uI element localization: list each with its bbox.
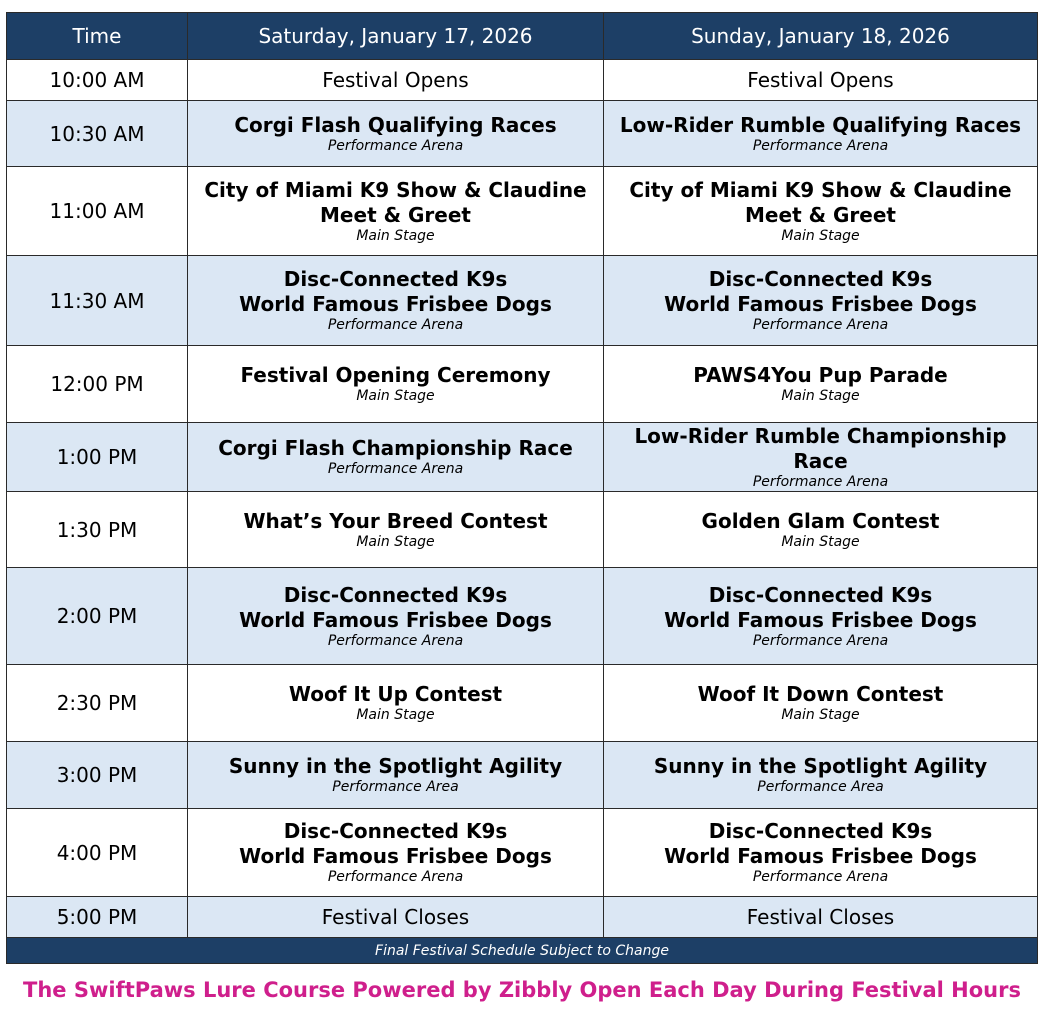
time-cell: 10:30 AM: [7, 101, 188, 167]
time-cell: 2:30 PM: [7, 665, 188, 742]
time-cell: 3:00 PM: [7, 742, 188, 809]
schedule-row: [7, 60, 1038, 101]
event-title: Disc-Connected K9s: [708, 819, 933, 843]
schedule-table: [6, 12, 1038, 964]
event-title: Low-Rider Rumble Championship Race: [634, 423, 1007, 473]
schedule-body: [7, 60, 1038, 938]
saturday-event-cell: [188, 256, 604, 346]
event-location: Performance Arena: [327, 869, 464, 885]
schedule-row: [7, 897, 1038, 938]
time-cell: 5:00 PM: [7, 897, 188, 938]
saturday-event-cell: [188, 809, 604, 897]
event-location: Main Stage: [356, 707, 435, 723]
time-cell: 10:00 AM: [7, 60, 188, 101]
event-location: Performance Area: [757, 779, 884, 795]
event-title: Festival Opening Ceremony: [240, 363, 551, 387]
event-title: Woof It Up Contest: [288, 682, 503, 706]
event-title: Golden Glam Contest: [701, 508, 940, 533]
event-title: Disc-Connected K9s: [708, 267, 933, 291]
event-title: What’s Your Breed Contest: [243, 508, 548, 533]
event-title: World Famous Frisbee Dogs: [239, 292, 552, 316]
saturday-event-cell: [188, 167, 604, 256]
event-location: Performance Arena: [327, 137, 464, 154]
event-location: Performance Arena: [327, 632, 464, 649]
schedule-row: [7, 256, 1038, 346]
event-title: Corgi Flash Qualifying Races: [234, 112, 557, 137]
event-title: Meet & Greet: [745, 202, 896, 227]
event-title: World Famous Frisbee Dogs: [664, 844, 977, 868]
event-title: PAWS4You Pup Parade: [693, 363, 948, 387]
schedule-row: [7, 167, 1038, 256]
event-title: Festival Opens: [747, 67, 894, 92]
saturday-event-cell: [188, 492, 604, 568]
schedule-row: [7, 568, 1038, 665]
event-title: World Famous Frisbee Dogs: [239, 607, 552, 632]
schedule-row: [7, 665, 1038, 742]
event-title: Disc-Connected K9s: [708, 582, 933, 607]
event-location: Performance Arena: [752, 869, 889, 885]
event-location: Performance Arena: [752, 632, 889, 649]
event-location: Performance Arena: [752, 137, 889, 154]
event-location: Main Stage: [781, 533, 860, 550]
sunday-event-cell: [604, 167, 1038, 256]
time-cell: 1:30 PM: [7, 492, 188, 568]
saturday-event-cell: [188, 60, 604, 101]
footer-row: [7, 938, 1038, 964]
schedule-row: [7, 492, 1038, 568]
event-location: Main Stage: [356, 533, 435, 550]
event-title: Meet & Greet: [320, 202, 471, 227]
header-time: Time: [7, 13, 188, 60]
sunday-event-cell: [604, 101, 1038, 167]
time-cell: 4:00 PM: [7, 809, 188, 897]
event-location: Main Stage: [781, 707, 860, 723]
event-location: Main Stage: [356, 388, 435, 404]
event-title: Festival Opens: [322, 67, 469, 92]
sunday-event-cell: [604, 492, 1038, 568]
event-title: Disc-Connected K9s: [283, 582, 508, 607]
sunday-event-cell: [604, 60, 1038, 101]
sunday-event-cell: [604, 742, 1038, 809]
saturday-event-cell: [188, 568, 604, 665]
event-title: Festival Closes: [321, 904, 470, 929]
footer-note: Final Festival Schedule Subject to Change: [7, 938, 1038, 964]
sunday-event-cell: [604, 665, 1038, 742]
sunday-event-cell: [604, 256, 1038, 346]
saturday-event-cell: [188, 346, 604, 423]
schedule-row: [7, 423, 1038, 492]
sunday-event-cell: [604, 346, 1038, 423]
event-title: Corgi Flash Championship Race: [218, 436, 573, 460]
event-title: Woof It Down Contest: [697, 682, 944, 706]
event-title: World Famous Frisbee Dogs: [239, 844, 552, 868]
header-sunday: Sunday, January 18, 2026: [604, 13, 1038, 60]
event-location: Performance Arena: [752, 473, 889, 490]
event-title: Low-Rider Rumble Qualifying Races: [619, 112, 1022, 137]
schedule-row: [7, 742, 1038, 809]
saturday-event-cell: [188, 101, 604, 167]
event-location: Performance Arena: [752, 317, 889, 333]
event-location: Main Stage: [781, 227, 860, 244]
event-title: Festival Closes: [746, 904, 895, 929]
event-location: Performance Arena: [327, 461, 464, 477]
event-title: Disc-Connected K9s: [283, 819, 508, 843]
event-title: City of Miami K9 Show & Claudine: [629, 177, 1012, 202]
saturday-event-cell: [188, 742, 604, 809]
event-title: World Famous Frisbee Dogs: [664, 292, 977, 316]
saturday-event-cell: [188, 665, 604, 742]
event-title: World Famous Frisbee Dogs: [664, 607, 977, 632]
lure-course-banner: The SwiftPaws Lure Course Powered by Zibbly Open Each Day During Festival Hours: [23, 978, 1021, 1002]
event-title: Sunny in the Spotlight Agility: [653, 754, 988, 778]
sunday-event-cell: [604, 423, 1038, 492]
event-title: Sunny in the Spotlight Agility: [228, 754, 563, 778]
schedule-row: [7, 809, 1038, 897]
header-row: [7, 13, 1038, 60]
schedule-row: [7, 101, 1038, 167]
event-title: City of Miami K9 Show & Claudine: [204, 177, 587, 202]
event-location: Performance Arena: [327, 317, 464, 333]
time-cell: 1:00 PM: [7, 423, 188, 492]
saturday-event-cell: [188, 897, 604, 938]
event-location: Performance Area: [332, 779, 459, 795]
time-cell: 2:00 PM: [7, 568, 188, 665]
sunday-event-cell: [604, 809, 1038, 897]
saturday-event-cell: [188, 423, 604, 492]
header-saturday: Saturday, January 17, 2026: [188, 13, 604, 60]
event-location: Main Stage: [781, 388, 860, 404]
event-title: Disc-Connected K9s: [283, 267, 508, 291]
schedule-row: [7, 346, 1038, 423]
time-cell: 11:00 AM: [7, 167, 188, 256]
time-cell: 11:30 AM: [7, 256, 188, 346]
time-cell: 12:00 PM: [7, 346, 188, 423]
event-location: Main Stage: [356, 227, 435, 244]
sunday-event-cell: [604, 568, 1038, 665]
sunday-event-cell: [604, 897, 1038, 938]
